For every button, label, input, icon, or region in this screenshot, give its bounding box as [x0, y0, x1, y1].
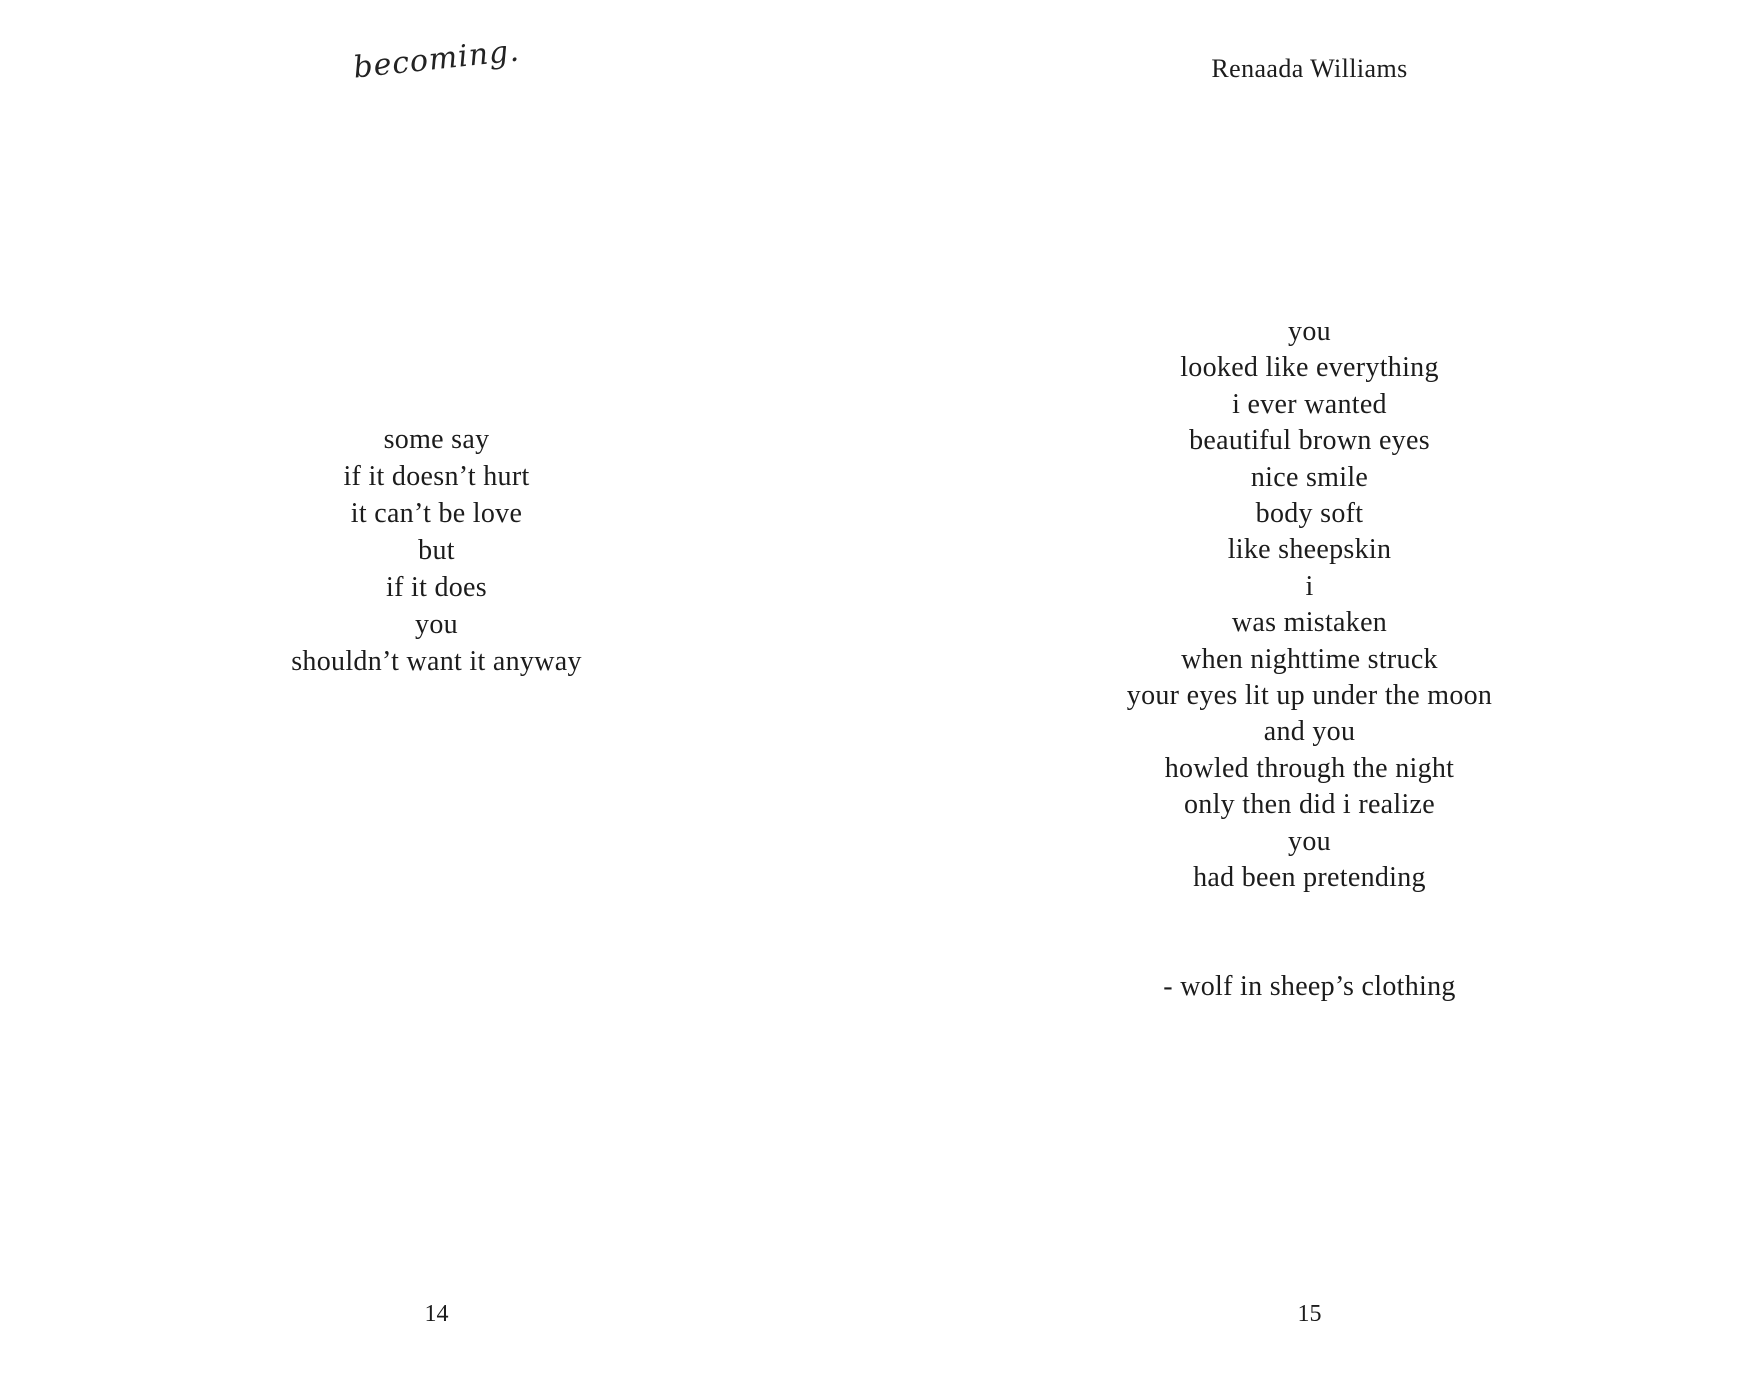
poem-line: you — [1288, 316, 1331, 347]
poem-line: body soft — [1255, 498, 1364, 530]
poem-line: but — [418, 535, 455, 566]
poem-line: if it doesn’t hurt — [343, 461, 530, 492]
poem-line: had been pretending — [1193, 862, 1426, 894]
poem-line: only then did i realize — [1183, 789, 1436, 821]
poem-line: and you — [1263, 716, 1356, 748]
poem-line: when nighttime struck — [1181, 643, 1438, 675]
right-poem — [873, 314, 1746, 897]
poem-line: i ever wanted — [1232, 388, 1387, 420]
book-title-script: becoming. — [351, 33, 522, 86]
left-page-number: 14 — [424, 1301, 449, 1327]
poem-line: if it does — [386, 572, 487, 603]
left-poem — [0, 421, 873, 680]
right-page — [873, 0, 1746, 1396]
author-header: Renaada Williams — [1211, 54, 1408, 83]
poem-line: it can’t be love — [350, 498, 523, 529]
poem-line: you — [415, 609, 458, 640]
poem-attribution: - wolf in sheep’s clothing — [1163, 971, 1456, 1002]
poem-line: i — [1305, 570, 1314, 602]
poem-line: you — [1288, 825, 1331, 857]
poem-line: your eyes lit up under the moon — [1126, 680, 1493, 712]
poem-line: was mistaken — [1231, 607, 1388, 639]
poem-line: nice smile — [1250, 461, 1369, 493]
poem-line: looked like everything — [1180, 352, 1439, 384]
poem-line: howled through the night — [1164, 752, 1455, 784]
poem-line: like sheepskin — [1227, 534, 1392, 566]
poem-line: shouldn’t want it anyway — [291, 646, 582, 677]
poem-line: beautiful brown eyes — [1189, 425, 1430, 457]
poem-line: some say — [383, 424, 490, 455]
right-page-number: 15 — [1297, 1301, 1322, 1327]
